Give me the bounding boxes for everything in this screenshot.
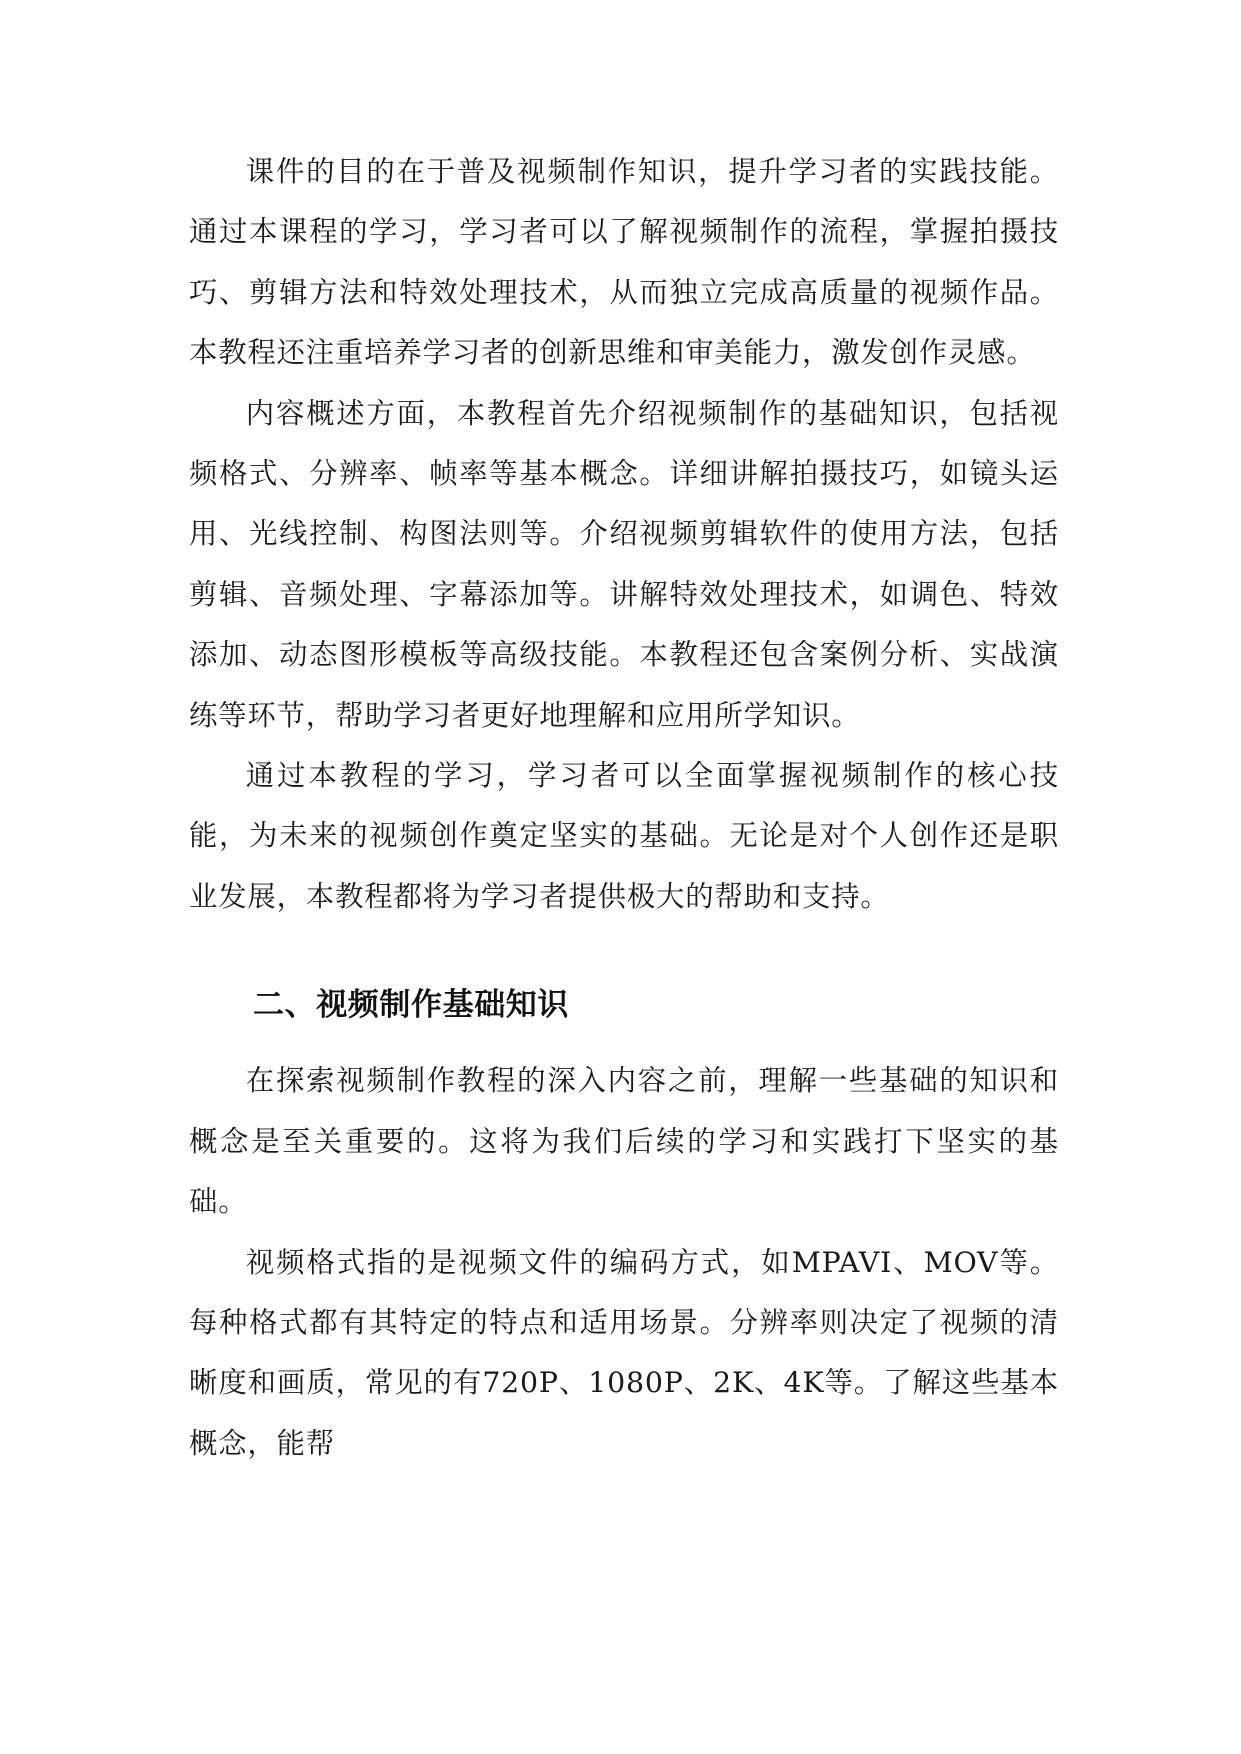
paragraph-video-formats: 视频格式指的是视频文件的编码方式，如MPAVI、MOV等。每种格式都有其特定的特点和适用场景。分辨率则决定了视频的清晰度和画质，常见的有720P、1080P、2K、4K等。了解这些基本概念，能帮 (189, 1245, 1059, 1460)
paragraph-course-purpose: 课件的目的在于普及视频制作知识，提升学习者的实践技能。通过本课程的学习，学习者可以了解视频制作的流程，掌握拍摄技巧、剪辑方法和特效处理技术，从而独立完成高质量的视频作品。本教程还注重培养学习者的创新思维和审美能力，激发创作灵感。 (189, 155, 1059, 370)
section-heading: 二、视频制作基础知识 (253, 987, 569, 1024)
paragraph-course-benefit: 通过本教程的学习，学习者可以全面掌握视频制作的核心技能，为未来的视频创作奠定坚实的基础。无论是对个人创作还是职业发展，本教程都将为学习者提供极大的帮助和支持。 (189, 759, 1059, 913)
paragraph-basics-intro: 在探索视频制作教程的深入内容之前，理解一些基础的知识和概念是至关重要的。这将为我们后续的学习和实践打下坚实的基础。 (189, 1064, 1059, 1219)
paragraph-content-overview: 内容概述方面，本教程首先介绍视频制作的基础知识，包括视频格式、分辨率、帧率等基本概念。详细讲解拍摄技巧，如镜头运用、光线控制、构图法则等。介绍视频剪辑软件的使用方法，包括剪辑、音频处理、字幕添加等。讲解特效处理技术，如调色、特效添加、动态图形模板等高级技能。本教程还包含案例分析、实战演练等环节，帮助学习者更好地理解和应用所学知识。 (189, 396, 1059, 732)
document-body (189, 142, 1059, 1474)
